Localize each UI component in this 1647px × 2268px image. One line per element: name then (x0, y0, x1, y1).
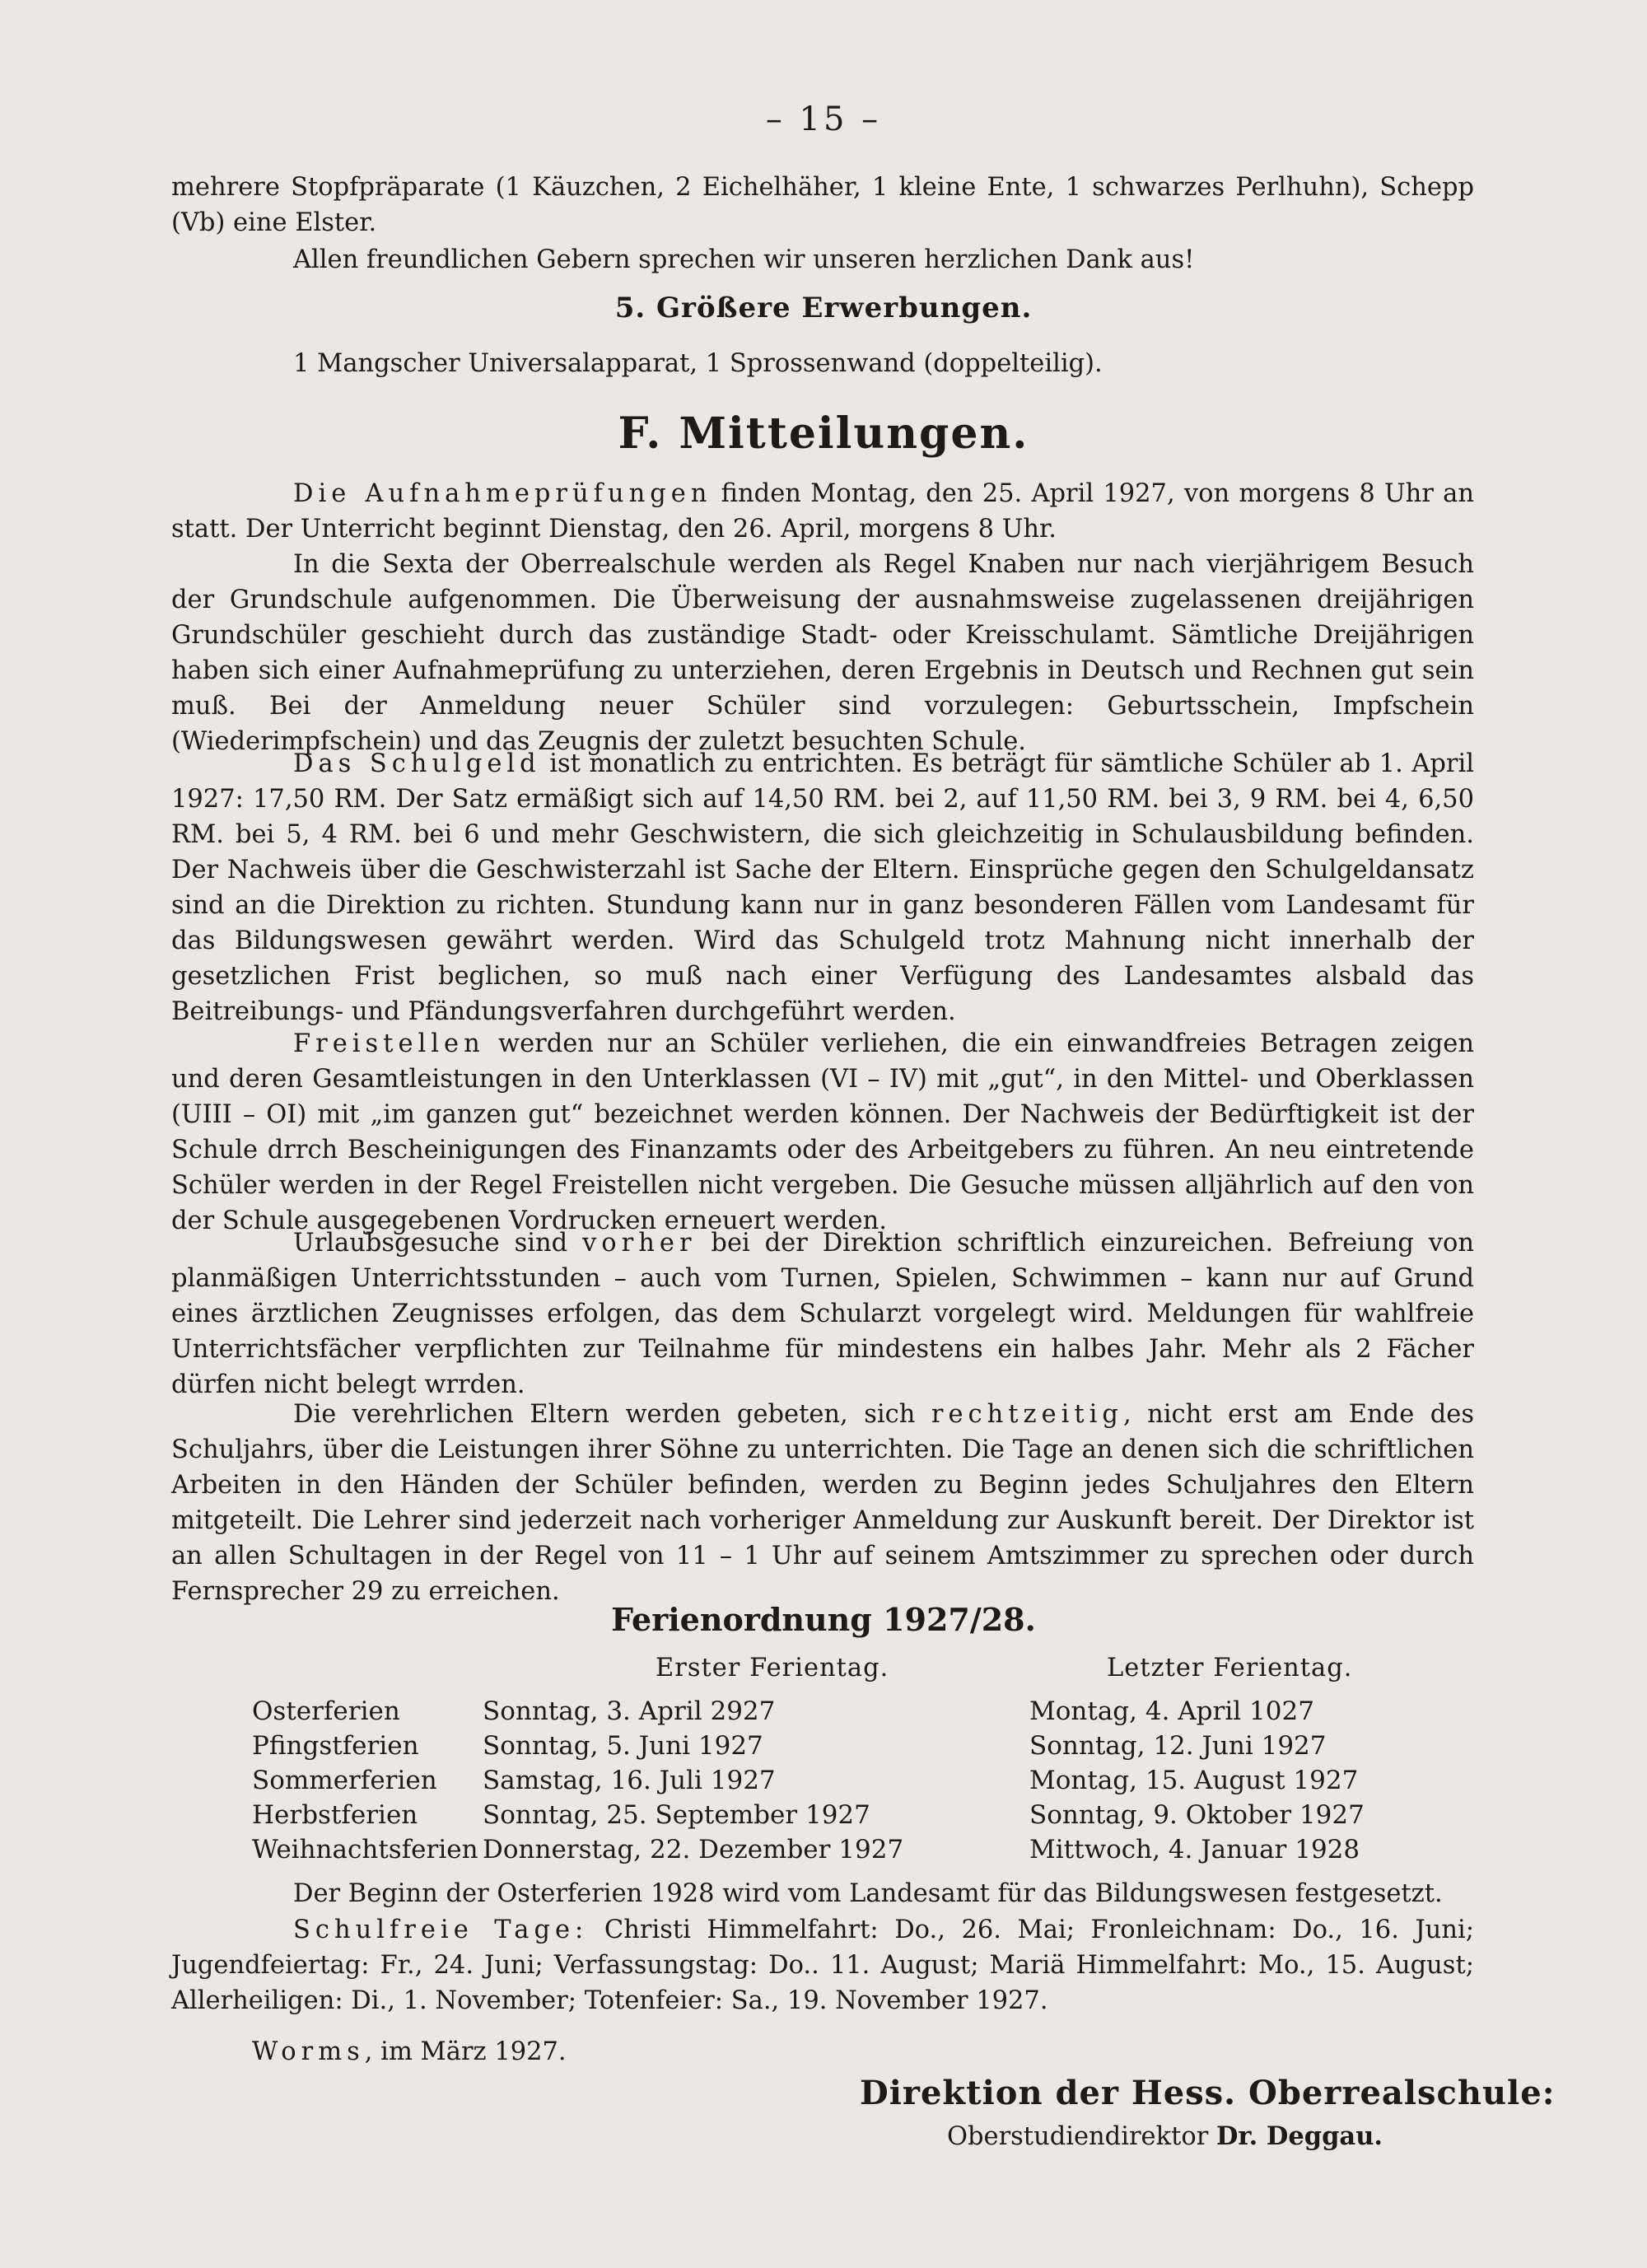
eltern-paragraph: Die verehrlichen Eltern werden gebeten, sich rechtzeitig, nicht erst am Ende des Schuljahrs, über die Leistungen ihrer Söhne zu unterrichten. Die Tage an denen sich die schriftlichen Arbeiten in den Händen der Schüler befinden, werden zu Beginn jedes Schuljahres den Eltern mitgeteilt. Die Lehrer sind jederzeit nach vorheriger Anmeldung zur Auskunft bereit. Der Direktor ist an allen Schultagen in der Regel von 11 – 1 Uhr auf seinem Amtszimmer zu sprechen oder durch Fernsprecher 29 zu erreichen. (171, 1400, 1474, 1606)
column-header-last-day: Letzter Ferientag. (1107, 1654, 1353, 1682)
freistellen-paragraph: Freistellen werden nur an Schüler verliehen, die ein einwandfreies Betragen zeigen und deren Gesamtleistungen in den Unterklassen (VI – IV) mit „gut“, in den Mittel- und Oberklassen (UIII – OI) mit „im ganzen gut“ bezeichnet werden können. Der Nachweis der Bedürftigkeit ist der Schule drrch Bescheinigungen des Finanzamts oder des Arbeitgebers zu führen. An neu eintretende Schüler werden in der Regel Freistellen nicht vergeben. Die Gesuche müssen alljährlich auf den von der Schule ausgegebenen Vordrucken erneuert werden. (171, 1029, 1474, 1235)
page-number: – 15 – (765, 100, 882, 138)
freistellen-lead: Freistellen (293, 1029, 485, 1058)
section-5-text: 1 Mangscher Universalapparat, 1 Sprossenwand (doppelteilig). (293, 349, 1103, 378)
admission-paragraph: Die Aufnahmeprüfungen finden Montag, den 25. April 1927, von morgens 8 Uhr an statt. Der Unterricht beginnt Dienstag, den 26. April, morgens 8 Uhr. (171, 479, 1474, 544)
table-row: Pfingstferien Sonntag, 5. Juni 1927 Sonntag, 12. Juni 1927 (252, 1731, 1327, 1761)
schulgeld-lead: Das Schulgeld (293, 749, 541, 778)
thanks-paragraph: Allen freundlichen Gebern sprechen wir unseren herzlichen Dank aus! (293, 245, 1195, 274)
table-row: Osterferien Sonntag, 3. April 2927 Montag, 4. April 1027 (252, 1696, 1314, 1726)
table-row: Herbstferien Sonntag, 25. September 1927 Sonntag, 9. Oktober 1927 (252, 1800, 1365, 1830)
intro-paragraph: mehrere Stopfpräparate (1 Käuzchen, 2 Eichelhäher, 1 kleine Ente, 1 schwarzes Perlhuhn), Schepp (Vb) eine Elster. (171, 173, 1474, 237)
schulfreie-tage-lead: Schulfreie Tage: (293, 1916, 589, 1944)
signature-director: Oberstudiendirektor Dr. Deggau. (947, 2121, 1383, 2151)
table-row: Weihnachtsferien Donnerstag, 22. Dezember 1927 Mittwoch, 4. Januar 1928 (252, 1835, 1360, 1864)
schulfreie-tage-paragraph: Schulfreie Tage: Christi Himmelfahrt: Do., 26. Mai; Fronleichnam: Do., 16. Juni; Jugendfeiertag: Fr., 24. Juni; Verfassungstag: Do.. 11. August; Mariä Himmelfahrt: Mo., 15. August; Allerheiligen: Di., 1. November; Totenfeier: Sa., 19. November 1927. (171, 1916, 1475, 2015)
signature-institution: Direktion der Hess. Oberrealschule: (860, 2074, 1556, 2112)
sexta-paragraph: In die Sexta der Oberrealschule werden als Regel Knaben nur nach vierjährigem Besuch der Grundschule aufgenommen. Die Überweisung der ausnahmsweise zugelassenen dreijährigen Grundschüler geschieht durch das zuständige Stadt- oder Kreisschulamt. Sämtliche Dreijährigen haben sich einer Aufnahmeprüfung zu unterziehen, deren Ergebnis in Deutsch und Rechnen gut sein muß. Bei der Anmeldung neuer Schüler sind vorzulegen: Geburtsschein, Impfschein (Wiederimpfschein) und das Zeugnis der zuletzt besuchten Schule. (171, 550, 1474, 756)
urlaub-paragraph: Urlaubsgesuche sind vorher bei der Direktion schriftlich einzureichen. Befreiung von planmäßigen Unterrichtsstunden – auch vom Turnen, Spielen, Schwimmen – kann nur auf Grund eines ärztlichen Zeugnisses erfolgen, das dem Schularzt vorgelegt wird. Meldungen für wahlfreie Unterrichtsfächer verpflichten zur Teilnahme für mindestens ein halbes Jahr. Mehr als 2 Fächer dürfen nicht belegt wrrden. (171, 1229, 1474, 1399)
ferienordnung-heading: Ferienordnung 1927/28. (611, 1601, 1036, 1638)
section-5-heading: 5. Größere Erwerbungen. (614, 292, 1033, 324)
schulgeld-paragraph: Das Schulgeld ist monatlich zu entrichten. Es beträgt für sämtliche Schüler ab 1. April 1927: 17,50 RM. Der Satz ermäßigt sich auf 14,50 RM. bei 2, auf 11,50 RM. bei 3, 9 RM. bei 4, 6,50 RM. bei 5, 4 RM. bei 6 und mehr Geschwistern, die sich gleichzeitig in Schulausbildung befinden. Der Nachweis über die Geschwisterzahl ist Sache der Eltern. Einsprüche gegen den Schulgeldansatz sind an die Direktion zu richten. Stundung kann nur in ganz besonderen Fällen vom Landesamt für das Bildungswesen gewährt werden. Wird das Schulgeld trotz Mahnung nicht innerhalb der gesetzlichen Frist beglichen, so muß nach einer Verfügung des Landesamtes alsbald das Beitreibungs- und Pfändungsverfahren durchgeführt werden. (171, 749, 1474, 1026)
osterferien-note: Der Beginn der Osterferien 1928 wird vom Landesamt für das Bildungswesen festgesetzt. (293, 1879, 1443, 1908)
holiday-table (252, 1696, 1405, 1869)
place-date: Worms, im März 1927. (252, 2037, 567, 2066)
table-row: Sommerferien Samstag, 16. Juli 1927 Montag, 15. August 1927 (252, 1766, 1359, 1795)
section-f-heading: F. Mitteilungen. (618, 408, 1029, 459)
admission-lead: Die Aufnahmeprüfungen (293, 479, 712, 508)
director-name: Dr. Deggau. (1215, 2121, 1383, 2151)
column-header-first-day: Erster Ferientag. (656, 1654, 889, 1682)
